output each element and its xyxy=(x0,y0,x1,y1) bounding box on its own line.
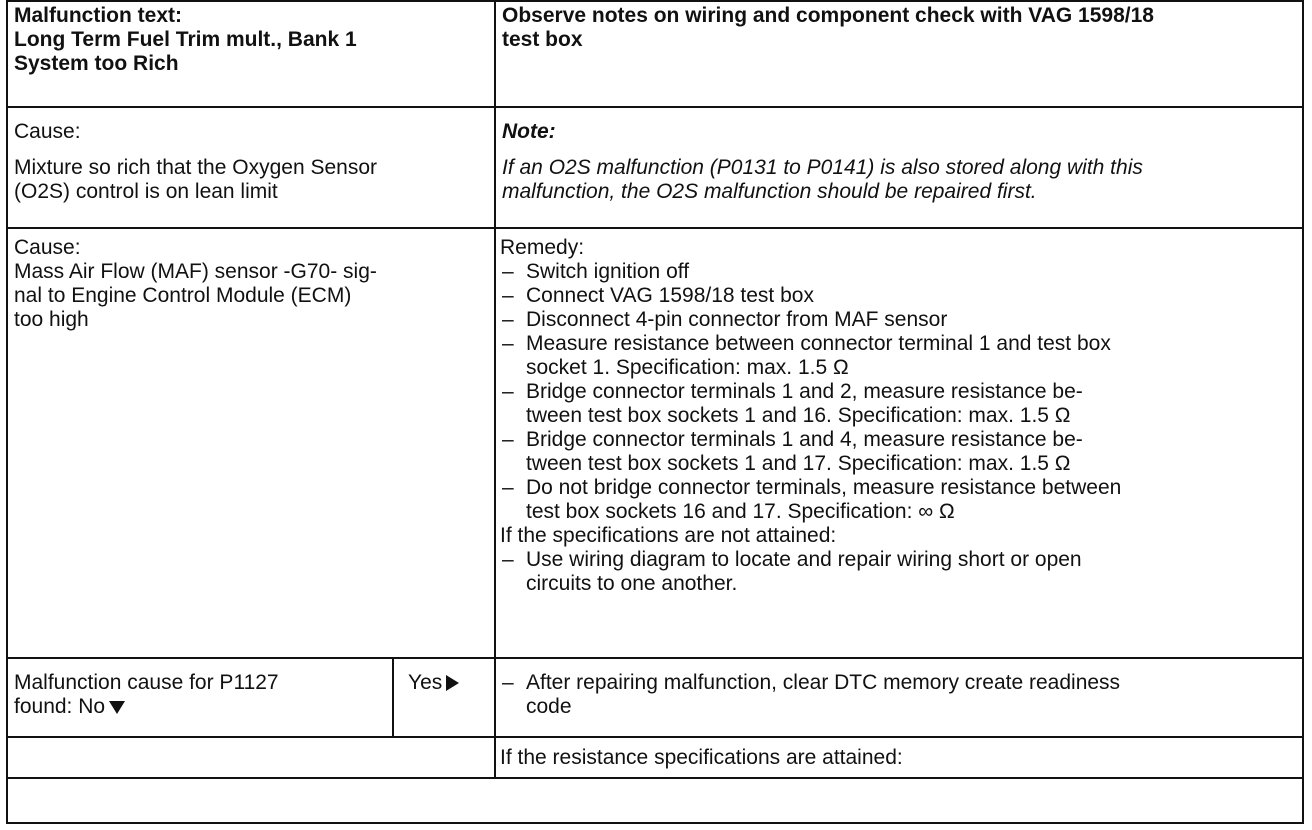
remedy-step: – Do not bridge connector terminals, measure resistance between test box sockets 16 and 17. Specification: ∞ Ω xyxy=(502,476,1122,523)
empty-row xyxy=(8,779,1302,822)
remedy-label: Remedy: xyxy=(500,236,585,259)
header-line: test box xyxy=(502,28,583,51)
cause-mixture-rich xyxy=(8,120,494,225)
header-line: Long Term Fuel Trim mult., Bank 1 xyxy=(14,28,357,51)
remedy-step: – Bridge connector terminals 1 and 4, measure resistance be- tween test box sockets 1 and 17. Specification: max. 1.5 Ω xyxy=(502,428,1083,475)
dash-bullet: – xyxy=(502,332,514,355)
empty-cell xyxy=(8,738,494,777)
not-attained-text: If the specifications are not attained: xyxy=(500,524,837,547)
header-line: System too Rich xyxy=(14,52,179,75)
dash-bullet: – xyxy=(502,284,514,307)
dash-bullet: – xyxy=(502,308,514,331)
cause-line: too high xyxy=(14,308,89,331)
remedy-step: – Bridge connector terminals 1 and 2, measure resistance be- tween test box sockets 1 and 16. Specification: max. 1.5 Ω xyxy=(502,380,1083,427)
note-line: If an O2S malfunction (P0131 to P0141) is also stored along with this xyxy=(502,156,1143,179)
row-divider-3 xyxy=(8,657,1302,659)
question-line: found: No xyxy=(14,695,386,719)
note-line: malfunction, the O2S malfunction should be repaired first. xyxy=(502,180,1037,203)
remedy-steps xyxy=(500,260,1296,524)
remedy-step: – Connect VAG 1598/18 test box xyxy=(502,284,814,307)
diagnostic-table xyxy=(6,0,1304,824)
dash-bullet: – xyxy=(502,260,514,283)
row-divider-1 xyxy=(8,106,1302,108)
row-divider-2 xyxy=(8,227,1302,229)
remedy-block xyxy=(496,236,1302,656)
cause-line: Mass Air Flow (MAF) sensor -G70- sig- xyxy=(14,260,377,283)
action-steps xyxy=(500,671,1296,719)
header-line: Observe notes on wiring and component check with VAG 1598/18 xyxy=(502,4,1154,27)
cause-line: nal to Engine Control Module (ECM) xyxy=(14,284,352,307)
cause-maf-signal xyxy=(8,236,494,656)
dash-bullet: – xyxy=(502,476,514,499)
note-label: Note: xyxy=(502,120,556,143)
malfunction-question xyxy=(8,671,392,735)
cause-label: Cause: xyxy=(14,120,81,143)
repair-steps xyxy=(500,548,1296,596)
header-line: Malfunction text: xyxy=(14,4,182,27)
yes-label: Yes xyxy=(408,671,443,694)
triangle-down-icon xyxy=(109,701,125,714)
cause-line: Mixture so rich that the Oxygen Sensor xyxy=(14,156,377,179)
header-wiring-notes xyxy=(496,4,1302,106)
question-line: Malfunction cause for P1127 xyxy=(14,671,279,694)
remedy-step: – Use wiring diagram to locate and repair wiring short or open circuits to one another. xyxy=(502,548,1082,595)
dash-bullet: – xyxy=(502,548,514,571)
yes-action xyxy=(496,671,1302,735)
dash-bullet: – xyxy=(502,380,514,403)
cause-label: Cause: xyxy=(14,236,81,259)
attained-text: If the resistance specifications are attained: xyxy=(500,746,903,769)
remedy-step: – Measure resistance between connector terminal 1 and test box socket 1. Specification: max. 1.5 Ω xyxy=(502,332,1111,379)
remedy-step: – Switch ignition off xyxy=(502,260,690,283)
remedy-step: – After repairing malfunction, clear DTC memory create readiness code xyxy=(502,671,1121,718)
triangle-right-icon xyxy=(446,675,459,691)
remedy-step: – Disconnect 4-pin connector from MAF sensor xyxy=(502,308,948,331)
yes-branch xyxy=(394,671,494,735)
dash-bullet: – xyxy=(502,428,514,451)
dash-bullet: – xyxy=(502,671,514,694)
cause-line: (O2S) control is on lean limit xyxy=(14,180,278,203)
note-o2s xyxy=(496,120,1302,225)
header-malfunction-text xyxy=(8,4,494,106)
